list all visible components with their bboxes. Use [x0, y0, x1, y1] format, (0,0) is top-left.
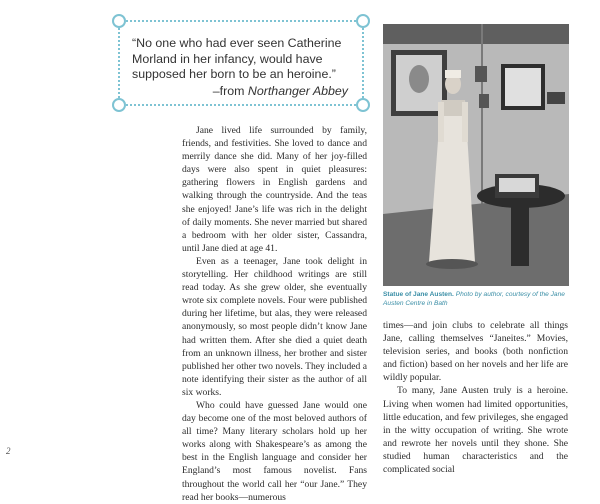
body-column-left: [182, 124, 367, 504]
statue-photo-image: [383, 24, 569, 286]
page-number: 2: [6, 446, 11, 456]
body-paragraph: Jane lived life surrounded by family, friends, and festivities. She loved to dance and merrily dance she did. Many of her joy-filled days were also spent in quiet pleasures: gathering flowers in English gardens and walking through the countryside. And the teas she enjoyed! Jane’s life was rich in the delight of daily moments. She never married but shared a bedroom with her older sister, Cassandra, until Jane died at age 41.: [182, 125, 367, 254]
corner-ornament: [112, 14, 126, 28]
caption-credit: Photo by author, courtesy of the Jane Austen Centre in Bath: [383, 291, 565, 307]
body-paragraph: times—and join clubs to celebrate all things Jane, calling themselves “Janeites.” Movies, television series, and books (both nonfiction and fiction) based on her novels and her life are wildly popular.: [383, 320, 568, 384]
pull-quote-source: [213, 84, 348, 98]
corner-ornament: [112, 98, 126, 112]
body-paragraph: To many, Jane Austen truly is a heroine. Living when women had limited opportunities, little education, and few privileges, she engaged in the witty occupation of writing. She wrote and rewrote her novels until they shone. She studied human characteristics and the complicated social: [383, 385, 568, 476]
caption-title: Statue of Jane Austen.: [383, 291, 454, 298]
corner-ornament: [356, 14, 370, 28]
quote-source-prefix: –from: [212, 84, 248, 98]
body-column-right: [383, 319, 568, 476]
body-paragraph: Even as a teenager, Jane took delight in storytelling. Her childhood writings are still read today. As she grew older, she eventually wrote six complete novels. Four were published during her lifetime, but alas, they were released anonymously, so most people didn’t know Jane had written them. After she died a quiet death from an unknown illness, her brother and sister published her other two novels. They included a note identifying their sister as the author of all six works.: [182, 255, 367, 398]
statue-photo: [383, 24, 569, 286]
pull-quote-text: “No one who had ever seen Catherine Morland in her infancy, would have supposed her born to be an heroine.”: [132, 36, 342, 81]
pull-quote-box: [118, 20, 364, 106]
quote-source-title: Northanger Abbey: [247, 84, 348, 98]
body-paragraph: Who could have guessed Jane would one day become one of the most beloved authors of all time? Many literary scholars hold up her works along with Shakespeare’s as among the best in the English language and consider her England’s most famous novelist. Fans throughout the world call her “our Jane.” They read her books—numerous: [182, 399, 367, 503]
corner-ornament: [356, 98, 370, 112]
photo-caption: [383, 291, 573, 308]
